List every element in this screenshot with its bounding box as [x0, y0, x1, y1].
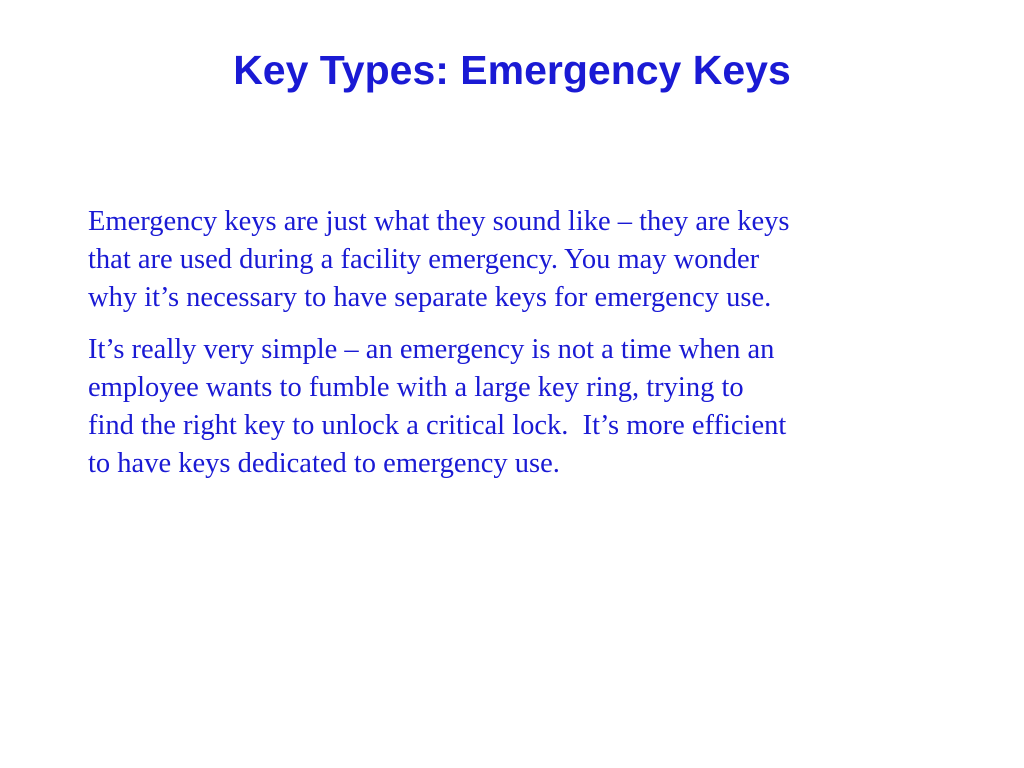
- paragraph-line: that are used during a facility emergency. You may wonder: [88, 244, 760, 275]
- paragraph-line: why it’s necessary to have separate keys for emergency use.: [88, 282, 772, 313]
- paragraph-line: find the right key to unlock a critical lock. It’s more efficient: [88, 410, 787, 441]
- paragraph-line: to have keys dedicated to emergency use.: [88, 448, 560, 479]
- slide-title: Key Types: Emergency Keys: [233, 47, 791, 93]
- paragraph-2: [88, 331, 948, 483]
- paragraph-line: Emergency keys are just what they sound like – they are keys: [88, 206, 790, 237]
- slide-body: [88, 203, 948, 497]
- paragraph-line: It’s really very simple – an emergency is not a time when an: [88, 334, 775, 365]
- paragraph-line: employee wants to fumble with a large key ring, trying to: [88, 372, 744, 403]
- paragraph-1: [88, 203, 948, 317]
